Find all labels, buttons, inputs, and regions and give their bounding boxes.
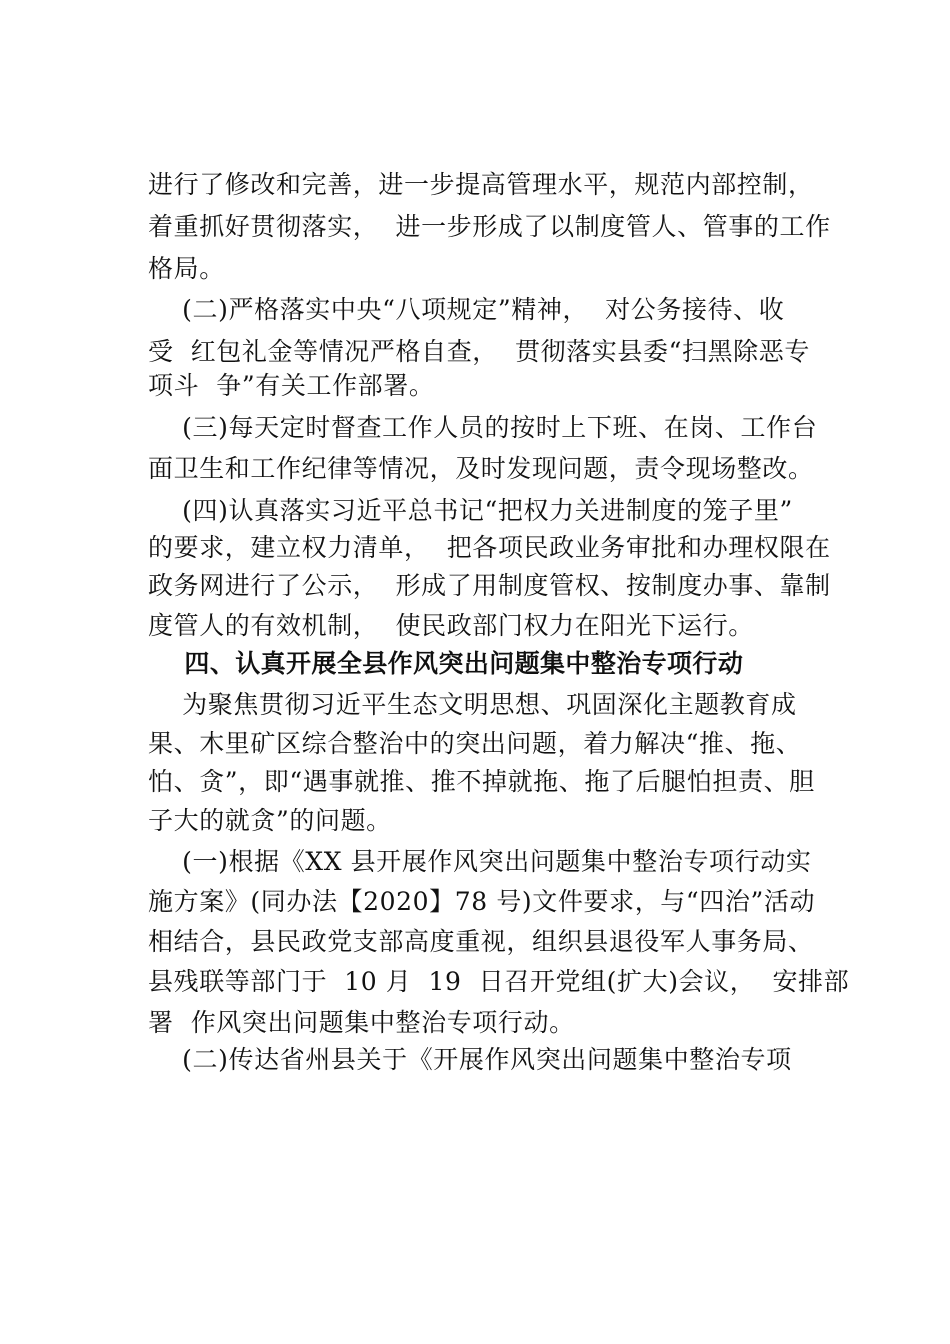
section-heading: 四、认真开展全县作风突出问题集中整治专项行动 — [148, 649, 744, 678]
text-line: 相结合，县民政党支部高度重视，组织县退役军人事务局、 — [148, 927, 814, 956]
text-line: 子大的就贪”的问题。 — [148, 806, 392, 835]
text-line: 署 作风突出问题集中整治专项行动。 — [148, 1008, 575, 1037]
text-line: (四)认真落实习近平总书记“把权力关进制度的笼子里” — [148, 496, 793, 525]
text-line: 进行了修改和完善，进一步提高管理水平，规范内部控制， — [148, 170, 814, 199]
text-line: 政务网进行了公示， 形成了用制度管权、按制度办事、靠制 — [148, 571, 831, 600]
text-line: 怕、贪”，即“遇事就推、推不掉就拖、拖了后腿怕担责、胆 — [148, 767, 815, 796]
text-line: 着重抓好贯彻落实， 进一步形成了以制度管人、管事的工作 — [148, 212, 831, 241]
text-line: 施方案》(同办法【2020】78 号)文件要求，与“四治”活动 — [148, 887, 816, 916]
text-line: 面卫生和工作纪律等情况，及时发现问题，责令现场整改。 — [148, 454, 814, 483]
text-line: 为聚焦贯彻习近平生态文明思想、巩固深化主题教育成 — [148, 690, 797, 719]
text-line: 格局。 — [148, 254, 225, 283]
text-line: 受 红包礼金等情况严格自查， 贯彻落实县委“扫黑除恶专 — [148, 337, 810, 366]
text-line: 度管人的有效机制， 使民政部门权力在阳光下运行。 — [148, 611, 754, 640]
text-line: (二)传达省州县关于《开展作风突出问题集中整治专项 — [148, 1045, 792, 1074]
text-line: 的要求，建立权力清单， 把各项民政业务审批和办理权限在 — [148, 533, 831, 562]
text-line: 县残联等部门于 10 月 19 日召开党组(扩大)会议， 安排部 — [148, 967, 850, 996]
text-line: 项斗 争”有关工作部署。 — [148, 371, 435, 400]
text-line: (三)每天定时督查工作人员的按时上下班、在岗、工作台 — [148, 413, 818, 442]
text-line: (二)严格落实中央“八项规定”精神， 对公务接待、收 — [148, 295, 785, 324]
text-line: 果、木里矿区综合整治中的突出问题，着力解决“推、拖、 — [148, 729, 802, 758]
text-line: (一)根据《XX 县开展作风突出问题集中整治专项行动实 — [148, 847, 812, 876]
